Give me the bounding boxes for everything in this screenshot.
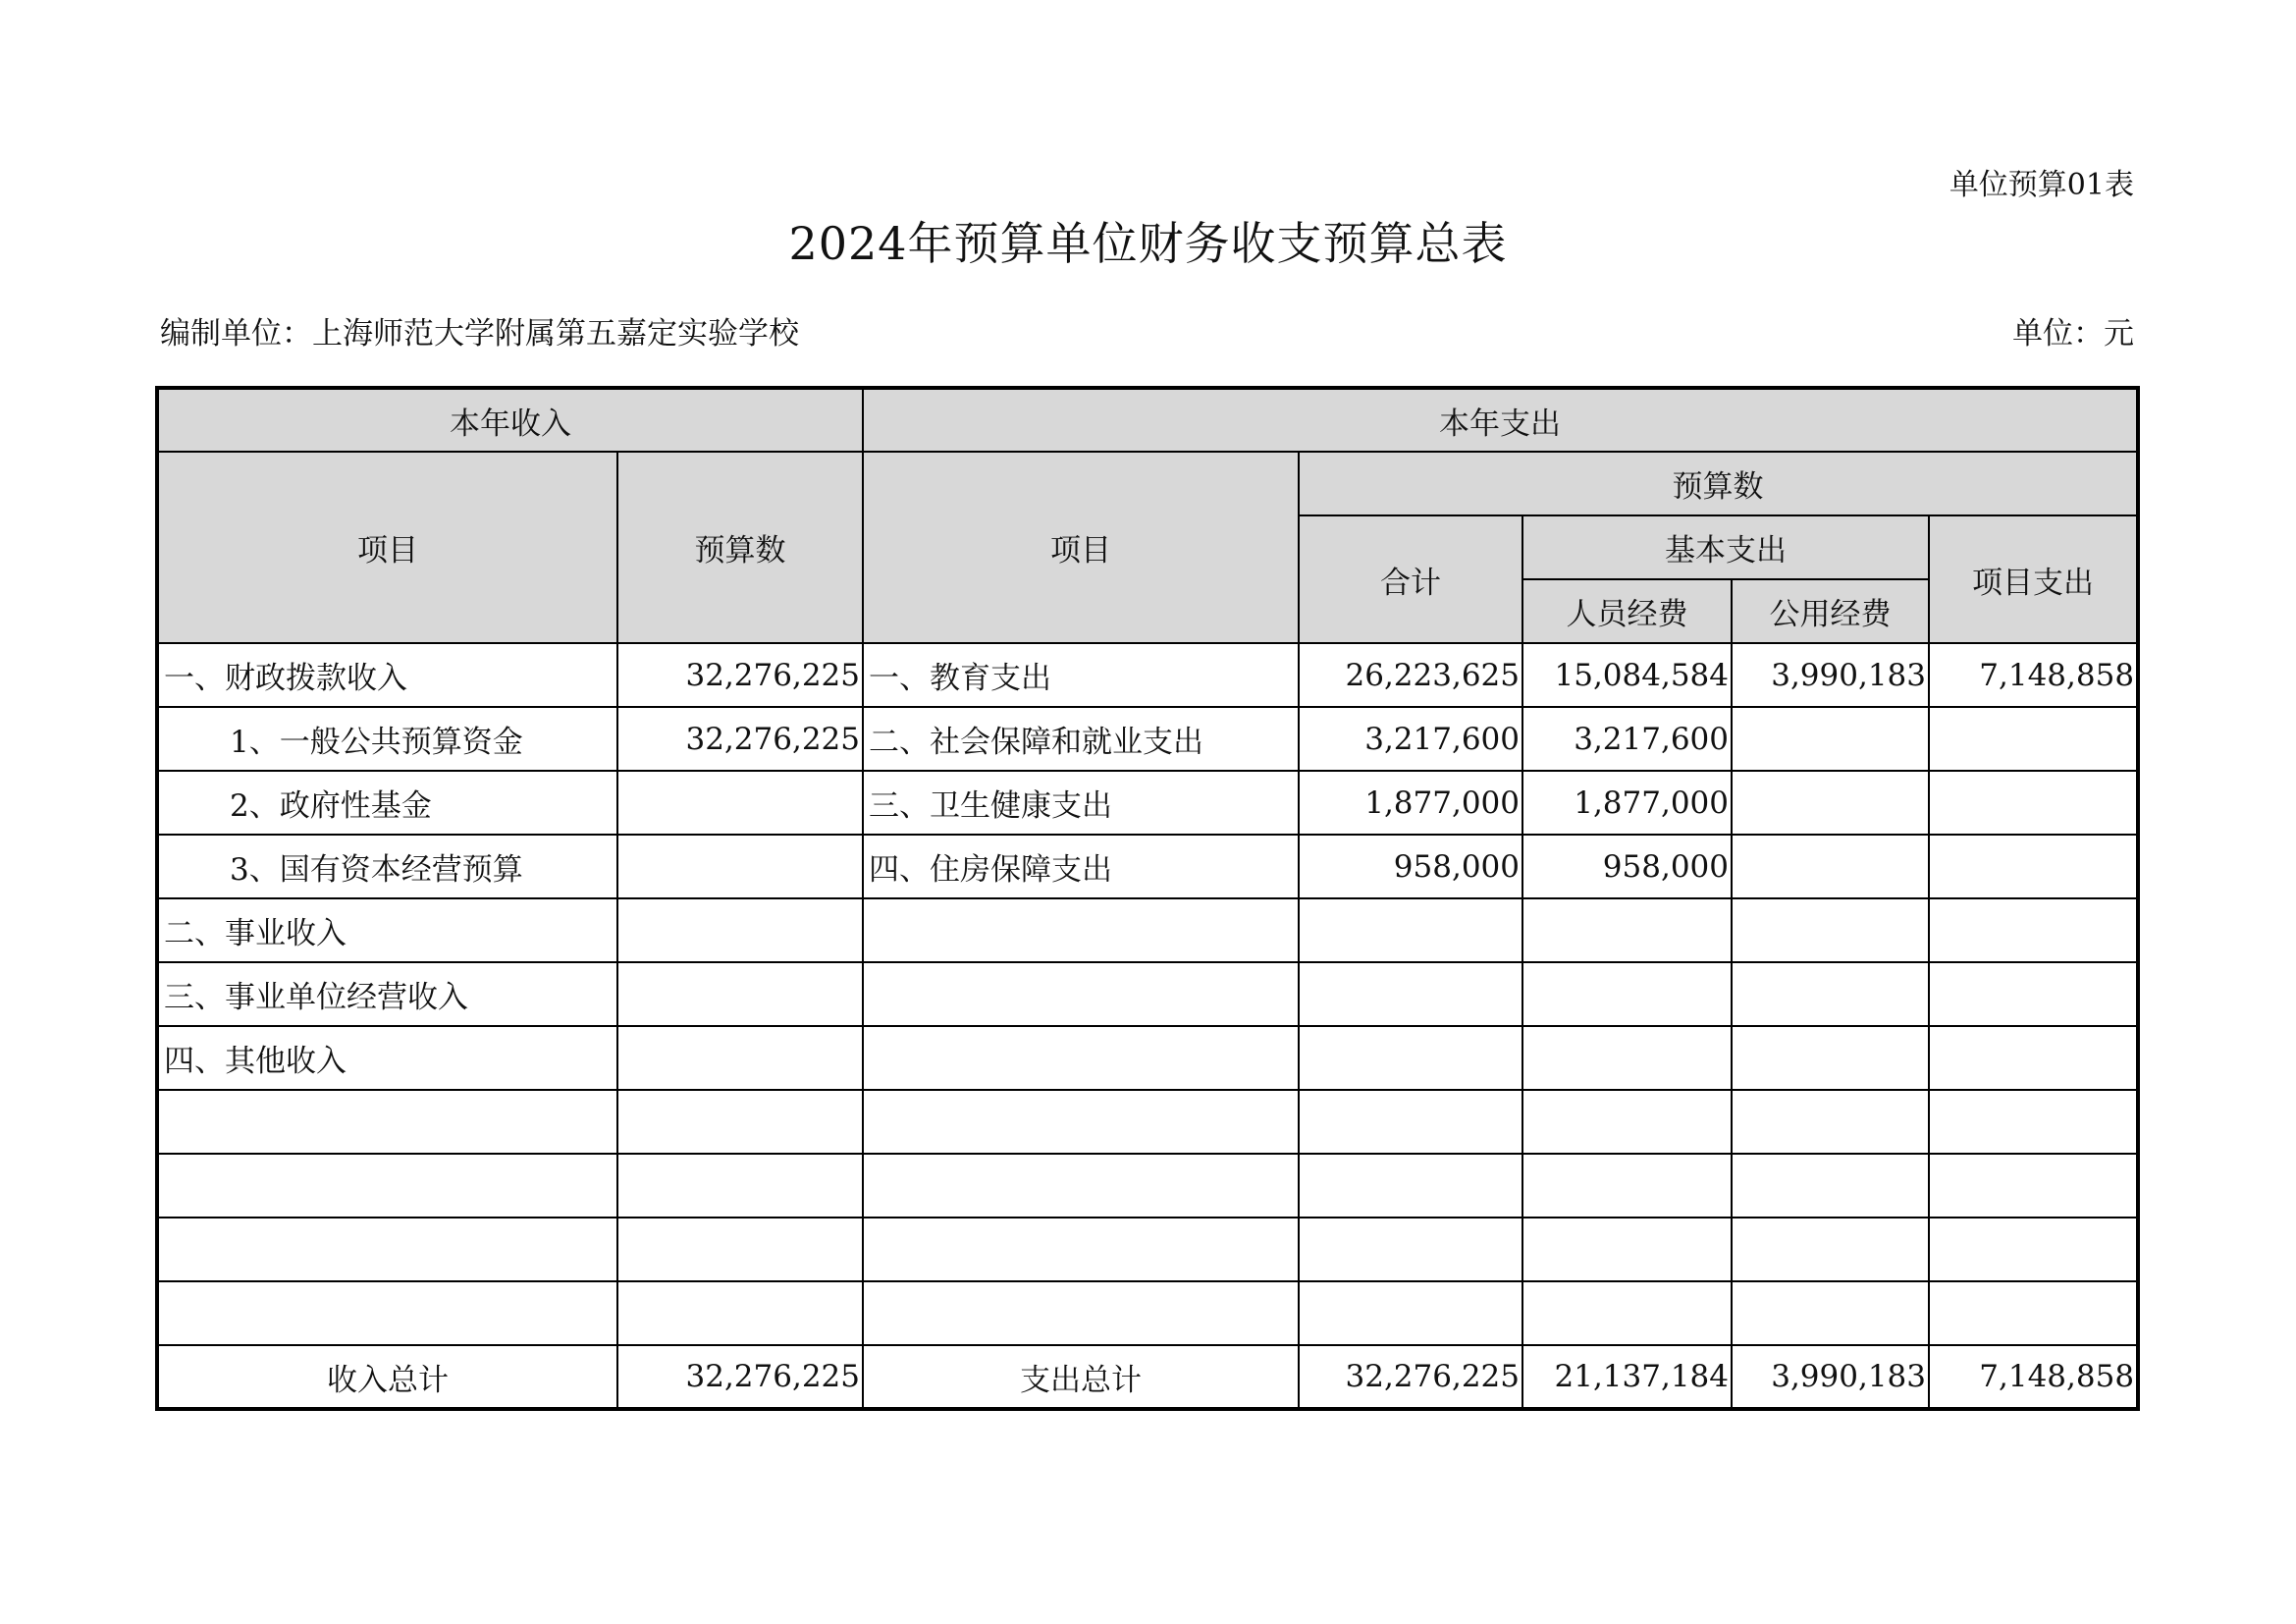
expense-grand-total: 32,276,225 bbox=[1299, 1345, 1522, 1409]
empty-cell bbox=[1929, 1218, 2138, 1281]
empty-cell bbox=[863, 1281, 1299, 1345]
table-row bbox=[157, 898, 2138, 962]
income-amount: 32,276,225 bbox=[617, 707, 863, 771]
expense-personnel bbox=[1522, 962, 1732, 1026]
expense-project bbox=[1929, 707, 2138, 771]
expense-project: 7,148,858 bbox=[1929, 643, 2138, 707]
empty-cell bbox=[1732, 1218, 1929, 1281]
expense-item bbox=[863, 962, 1299, 1026]
empty-cell bbox=[157, 1154, 617, 1218]
table-row bbox=[157, 835, 2138, 898]
header-row-2 bbox=[157, 452, 2138, 515]
expense-personnel bbox=[1522, 1026, 1732, 1090]
income-item-header: 项目 bbox=[157, 452, 617, 643]
public-header: 公用经费 bbox=[1732, 579, 1929, 643]
empty-cell bbox=[1522, 1281, 1732, 1345]
table-row bbox=[157, 962, 2138, 1026]
expense-personnel: 958,000 bbox=[1522, 835, 1732, 898]
expense-total: 3,217,600 bbox=[1299, 707, 1522, 771]
project-total: 7,148,858 bbox=[1929, 1345, 2138, 1409]
income-amount bbox=[617, 898, 863, 962]
empty-cell bbox=[617, 1218, 863, 1281]
table-row bbox=[157, 707, 2138, 771]
empty-row bbox=[157, 1154, 2138, 1218]
expense-item-header: 项目 bbox=[863, 452, 1299, 643]
personnel-header: 人员经费 bbox=[1522, 579, 1732, 643]
expense-total bbox=[1299, 962, 1522, 1026]
expense-public bbox=[1732, 962, 1929, 1026]
expense-project bbox=[1929, 898, 2138, 962]
income-item: 四、其他收入 bbox=[157, 1026, 617, 1090]
project-header: 项目支出 bbox=[1929, 515, 2138, 643]
expense-public bbox=[1732, 835, 1929, 898]
expense-project bbox=[1929, 835, 2138, 898]
expense-public: 3,990,183 bbox=[1732, 643, 1929, 707]
empty-cell bbox=[157, 1090, 617, 1154]
expense-total: 958,000 bbox=[1299, 835, 1522, 898]
income-amount bbox=[617, 962, 863, 1026]
income-item: 1、一般公共预算资金 bbox=[157, 707, 617, 771]
empty-cell bbox=[157, 1281, 617, 1345]
expense-public bbox=[1732, 898, 1929, 962]
income-amount bbox=[617, 771, 863, 835]
income-item: 一、财政拨款收入 bbox=[157, 643, 617, 707]
empty-cell bbox=[863, 1218, 1299, 1281]
empty-cell bbox=[1732, 1154, 1929, 1218]
income-item: 3、国有资本经营预算 bbox=[157, 835, 617, 898]
empty-cell bbox=[157, 1218, 617, 1281]
empty-cell bbox=[863, 1090, 1299, 1154]
expense-item: 三、卫生健康支出 bbox=[863, 771, 1299, 835]
expense-group-header: 本年支出 bbox=[863, 388, 2138, 452]
income-item: 三、事业单位经营收入 bbox=[157, 962, 617, 1026]
expense-project bbox=[1929, 1026, 2138, 1090]
expense-item: 一、教育支出 bbox=[863, 643, 1299, 707]
income-item: 2、政府性基金 bbox=[157, 771, 617, 835]
income-budget-header: 预算数 bbox=[617, 452, 863, 643]
empty-cell bbox=[1299, 1281, 1522, 1345]
expense-total bbox=[1299, 898, 1522, 962]
empty-cell bbox=[1522, 1218, 1732, 1281]
total-header: 合计 bbox=[1299, 515, 1522, 643]
empty-cell bbox=[1522, 1154, 1732, 1218]
table-row bbox=[157, 643, 2138, 707]
expense-total bbox=[1299, 1026, 1522, 1090]
empty-row bbox=[157, 1218, 2138, 1281]
expense-personnel: 3,217,600 bbox=[1522, 707, 1732, 771]
expense-item: 四、住房保障支出 bbox=[863, 835, 1299, 898]
table-id: 单位预算01表 bbox=[1949, 168, 2134, 202]
personnel-total: 21,137,184 bbox=[1522, 1345, 1732, 1409]
income-total-label: 收入总计 bbox=[157, 1345, 617, 1409]
empty-cell bbox=[863, 1154, 1299, 1218]
empty-cell bbox=[1522, 1090, 1732, 1154]
expense-total-label: 支出总计 bbox=[863, 1345, 1299, 1409]
currency-unit: 单位：元 bbox=[2012, 316, 2134, 352]
empty-cell bbox=[617, 1281, 863, 1345]
empty-row bbox=[157, 1090, 2138, 1154]
empty-cell bbox=[1929, 1154, 2138, 1218]
empty-cell bbox=[1929, 1281, 2138, 1345]
expense-personnel: 15,084,584 bbox=[1522, 643, 1732, 707]
expense-item bbox=[863, 1026, 1299, 1090]
income-amount bbox=[617, 835, 863, 898]
expense-personnel bbox=[1522, 898, 1732, 962]
compiler-unit: 编制单位：上海师范大学附属第五嘉定实验学校 bbox=[160, 316, 799, 352]
empty-cell bbox=[1299, 1090, 1522, 1154]
expense-project bbox=[1929, 962, 2138, 1026]
expense-item bbox=[863, 898, 1299, 962]
empty-cell bbox=[1732, 1281, 1929, 1345]
expense-budget-header: 预算数 bbox=[1299, 452, 2138, 515]
table-row bbox=[157, 771, 2138, 835]
empty-cell bbox=[1299, 1218, 1522, 1281]
totals-row bbox=[157, 1345, 2138, 1409]
expense-public bbox=[1732, 707, 1929, 771]
expense-public bbox=[1732, 771, 1929, 835]
table-row bbox=[157, 1026, 2138, 1090]
header-row-1 bbox=[157, 388, 2138, 452]
expense-public bbox=[1732, 1026, 1929, 1090]
expense-total: 26,223,625 bbox=[1299, 643, 1522, 707]
page-title: 2024年预算单位财务收支预算总表 bbox=[788, 217, 1508, 270]
income-amount: 32,276,225 bbox=[617, 643, 863, 707]
empty-row bbox=[157, 1281, 2138, 1345]
income-item: 二、事业收入 bbox=[157, 898, 617, 962]
income-amount bbox=[617, 1026, 863, 1090]
empty-cell bbox=[1732, 1090, 1929, 1154]
basic-header: 基本支出 bbox=[1522, 515, 1929, 579]
expense-item: 二、社会保障和就业支出 bbox=[863, 707, 1299, 771]
expense-project bbox=[1929, 771, 2138, 835]
income-group-header: 本年收入 bbox=[157, 388, 863, 452]
public-total: 3,990,183 bbox=[1732, 1345, 1929, 1409]
expense-personnel: 1,877,000 bbox=[1522, 771, 1732, 835]
empty-cell bbox=[1299, 1154, 1522, 1218]
empty-cell bbox=[1929, 1090, 2138, 1154]
expense-total: 1,877,000 bbox=[1299, 771, 1522, 835]
empty-cell bbox=[617, 1154, 863, 1218]
empty-cell bbox=[617, 1090, 863, 1154]
income-total-amount: 32,276,225 bbox=[617, 1345, 863, 1409]
budget-table bbox=[155, 386, 2140, 1411]
